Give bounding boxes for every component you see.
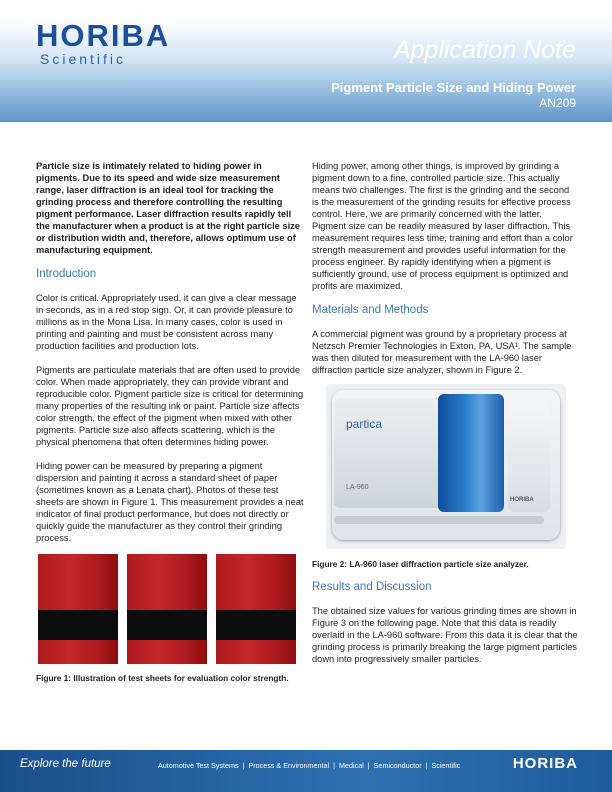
- intro-paragraph-1: Color is critical. Appropriately used, it can give a clear message in seconds, as in a red stop sign. Or, it can provide pleasure to millions as in the Mona Lisa. In many cases, color is used in printing and painting and must be consistent across many production facilities and production lots.: [36, 293, 297, 351]
- figure-1-test-sheets: [38, 554, 296, 664]
- instrument-base: [334, 516, 544, 524]
- division-process-environmental: Process & Environmental: [248, 761, 330, 770]
- results-discussion-heading: Results and Discussion: [312, 581, 432, 593]
- logo-subtitle: Scientific: [40, 51, 127, 67]
- left-column: [36, 160, 304, 695]
- intro-paragraph-2: Pigments are particulate materials that are often used to provide color. When made appropriately, they can provide vibrant and reproducible color. Pigment particle size is critical for determining many properties of the resulting ink or paint. Particle size affects color strength, the effect of the pigment when mixed with other pigments. Particle size also affects scattering, which is the physical phenomena that often determines hiding power.: [36, 365, 304, 447]
- test-sheet-2: [127, 554, 207, 664]
- instrument-blue-door: [438, 394, 504, 512]
- right-column: [312, 160, 578, 677]
- footer-tagline: Explore the future: [20, 758, 111, 770]
- footer-horiba-logo: HORIBA: [512, 755, 578, 772]
- document-title: Pigment Particle Size and Hiding Power: [331, 80, 576, 95]
- horiba-scientific-logo: [36, 20, 170, 67]
- right-paragraph-1: Hiding power, among other things, is improved by grinding a pigment down to a fine, controlled particle size. This actually means two challenges. The first is the grinding and the second is the measurement of the grinding results for effective process control. Here, we are primarily concerned with the latter. Pigment size can be readily measured by laser diffraction. This measurement requires less time, training and effort than a color strength measurement and provides useful information for the process engineer. By rapidly identifying when a pigment is sufficiently ground, use of process equipment is optimized and profits are maximized.: [312, 161, 573, 291]
- page-header: [0, 0, 612, 122]
- division-automotive: Automotive Test Systems: [158, 761, 239, 770]
- document-code: AN209: [539, 96, 576, 110]
- right-paragraph-2: A commercial pigment was ground by a proprietary process at Netzsch Premier Technologies in Exton, PA, USA¹. The sample was then diluted for measurement with the LA-960 laser diffraction particle size analyzer, shown in Figure 2.: [312, 329, 572, 375]
- lead-paragraph: Particle size is intimately related to hiding power in pigments. Due to its speed and wide size measurement range, laser diffraction is an ideal tool for tracking the grinding process and therefore controlling the resulting pigment performance. Laser diffraction results rapidly tell the manufacturer when a product is at the right particle size or distribution width and, therefore, allows optimum use of manufacturing equipment.: [36, 161, 300, 255]
- footer-divisions: Automotive Test Systems | Process & Environmental | Medical | Semiconductor | Scientific: [158, 761, 461, 770]
- document-type: Application Note: [393, 36, 576, 64]
- test-sheet-3: [216, 554, 296, 664]
- instrument-logo: HORIBA: [510, 497, 534, 503]
- instrument-model-label: LA-960: [346, 484, 369, 491]
- right-paragraph-3: The obtained size values for various grinding times are shown in Figure 3 on the following page. Note that this data is readily overlaid in the LA-960 software. From this data it is clear that the grinding process is primarily breaking the large pigment particles down into progressively smaller particles.: [312, 606, 578, 664]
- division-medical: Medical: [339, 761, 364, 770]
- division-scientific: Scientific: [431, 761, 461, 770]
- figure-1-caption: Figure 1: Illustration of test sheets for evaluation color strength.: [36, 673, 289, 683]
- page-footer: [0, 750, 612, 792]
- materials-methods-heading: Materials and Methods: [312, 304, 429, 316]
- logo-wordmark: HORIBA: [36, 18, 171, 53]
- intro-paragraph-3: Hiding power can be measured by preparing a pigment dispersion and painting it across a standard sheet of paper (sometimes known as a Lenata chart). Photos of these test sheets are shown in Figure 1. This measurement provides a neat indicator of final product performance, but does not directly or quickly guide the manufacturer as they control their grinding process.: [36, 461, 304, 543]
- division-semiconductor: Semiconductor: [373, 761, 422, 770]
- figure-2-caption: Figure 2: LA-960 laser diffraction particle size analyzer.: [312, 559, 529, 569]
- introduction-heading: Introduction: [36, 268, 97, 280]
- test-sheet-1: [38, 554, 118, 664]
- instrument-brand-label: partica: [346, 417, 383, 431]
- figure-2-instrument-photo: [326, 384, 566, 549]
